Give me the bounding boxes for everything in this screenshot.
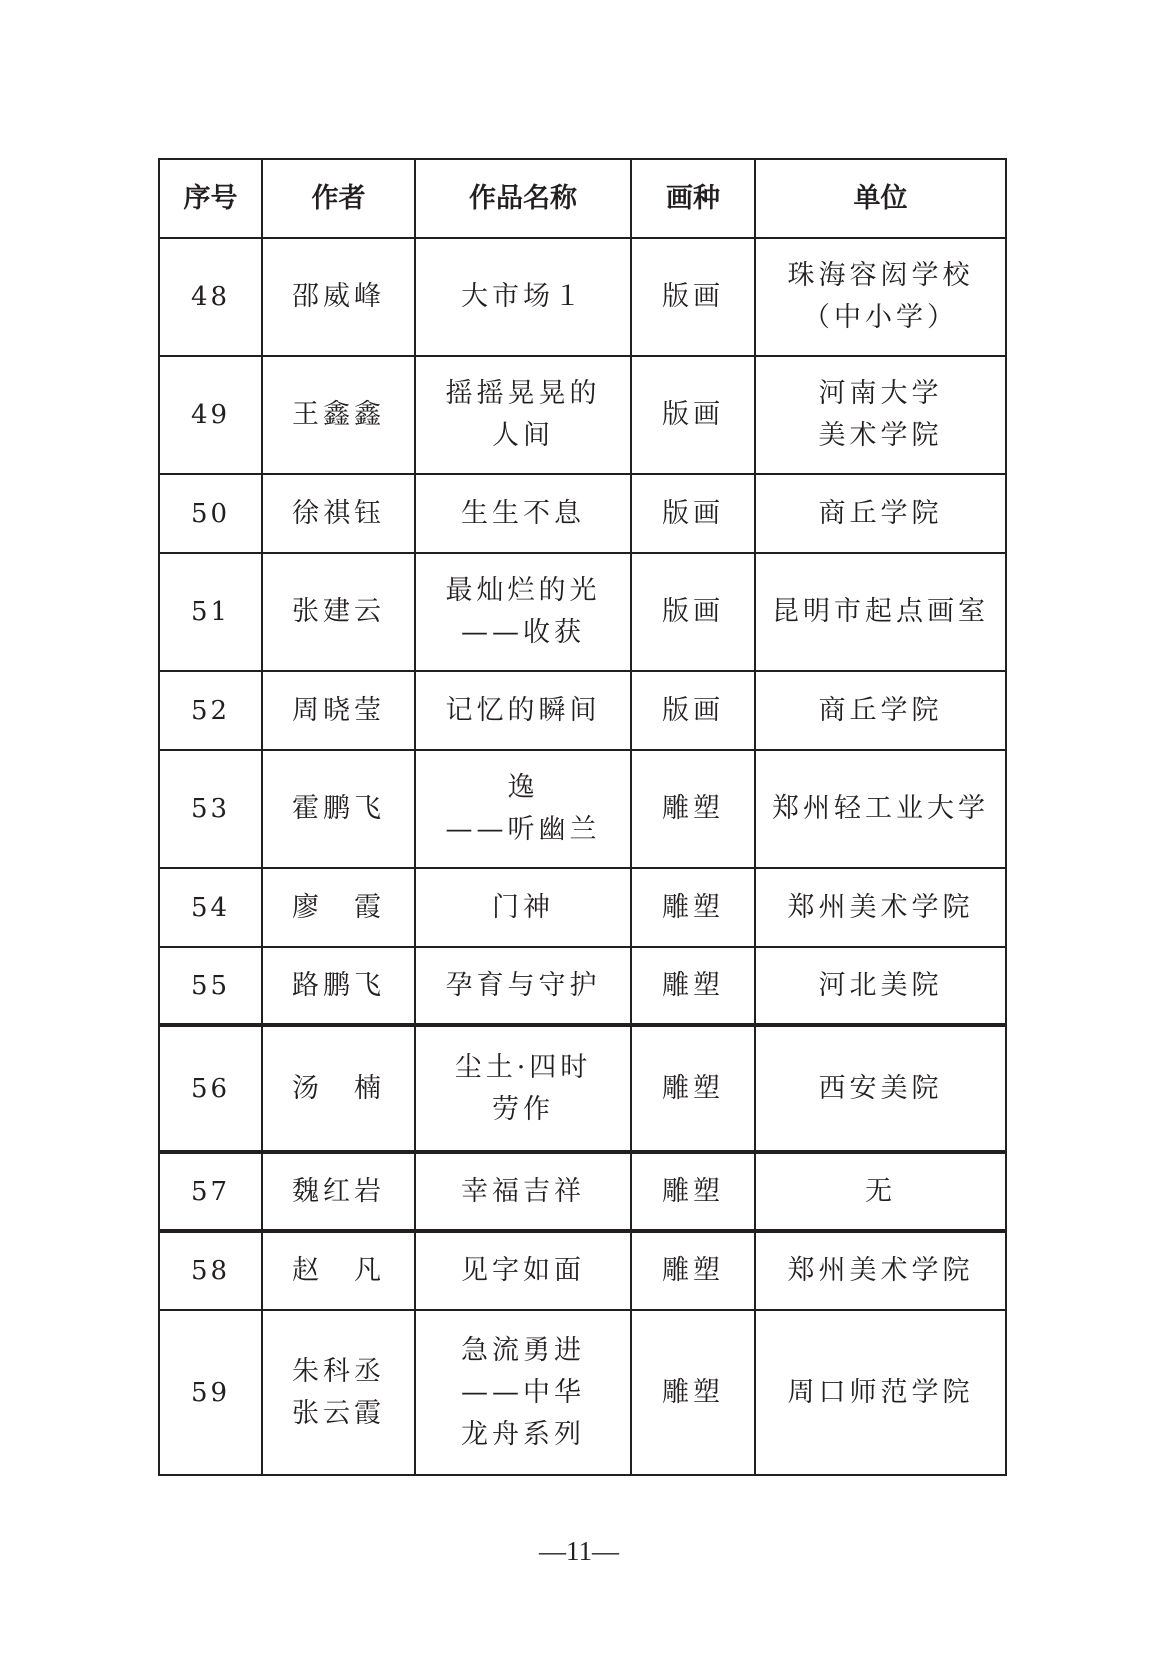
cell-work-title: [415, 750, 631, 868]
cell-unit-line: 周口师范学院: [787, 1376, 974, 1408]
cell-author-line: 汤 楠: [292, 1072, 385, 1104]
cell-work-title: [415, 947, 631, 1025]
cell-art-type: 雕塑: [631, 750, 755, 868]
table-header-row: [159, 159, 1006, 238]
cell-author-line: 廖 霞: [292, 891, 385, 923]
cell-work-title-line: 大市场１: [461, 281, 585, 312]
cell-work-title-line: 急流勇进: [461, 1334, 585, 1366]
cell-serial-number: 53: [159, 750, 262, 868]
cell-serial-number: 55: [159, 947, 262, 1025]
cell-author: [262, 1025, 415, 1152]
table-row: [159, 1025, 1006, 1152]
cell-author: [262, 356, 415, 474]
table-row: [159, 750, 1006, 868]
cell-work-title: [415, 1310, 631, 1475]
cell-work-title: [415, 1152, 631, 1231]
cell-work-title-line: 龙舟系列: [461, 1418, 585, 1450]
cell-unit-line: 河北美院: [818, 969, 943, 1001]
header-unit: 单位: [755, 159, 1006, 238]
cell-unit-line: 河南大学: [818, 378, 943, 409]
page-number: —11—: [539, 1536, 619, 1566]
cell-author-line: 赵 凡: [292, 1255, 385, 1286]
cell-art-type: 版画: [631, 474, 755, 553]
cell-author-line: 路鹏飞: [292, 969, 385, 1001]
cell-author-line: 霍鹏飞: [292, 793, 385, 824]
cell-work-title-line: 幸福吉祥: [461, 1175, 585, 1207]
cell-art-type: 雕塑: [631, 1310, 755, 1475]
cell-work-title-line: 逸: [507, 772, 539, 803]
cell-unit-line: 郑州轻工业大学: [772, 793, 989, 824]
cell-unit-line: 昆明市起点画室: [772, 596, 989, 627]
table-row: [159, 356, 1006, 474]
cell-unit: [755, 868, 1006, 947]
table-row: [159, 553, 1006, 671]
cell-unit: [755, 356, 1006, 474]
cell-author-line: 张建云: [292, 596, 385, 627]
cell-unit: [755, 947, 1006, 1025]
cell-unit-line: 商丘学院: [818, 497, 943, 529]
cell-author-line: 徐祺钰: [292, 497, 385, 529]
cell-author: [262, 750, 415, 868]
header-work-title: 作品名称: [415, 159, 631, 238]
table-row: [159, 474, 1006, 553]
cell-work-title-line: ——收获: [461, 617, 585, 648]
table-row: [159, 1152, 1006, 1231]
cell-author-line: 张云霞: [292, 1397, 385, 1429]
cell-art-type: 版画: [631, 553, 755, 671]
table-row: [159, 1231, 1006, 1310]
cell-unit: [755, 671, 1006, 750]
table-row: [159, 238, 1006, 356]
cell-author-line: 王鑫鑫: [292, 399, 385, 430]
cell-serial-number: 54: [159, 868, 262, 947]
cell-unit: [755, 1231, 1006, 1310]
cell-author: [262, 1152, 415, 1231]
cell-unit-line: 商丘学院: [818, 694, 943, 726]
table-body: [159, 238, 1006, 1475]
cell-unit-line: （中小学）: [803, 302, 958, 333]
cell-author: [262, 474, 415, 553]
cell-author: [262, 553, 415, 671]
cell-author: [262, 1231, 415, 1310]
cell-art-type: 版画: [631, 238, 755, 356]
cell-unit: [755, 750, 1006, 868]
table-row: [159, 868, 1006, 947]
header-author: 作者: [262, 159, 415, 238]
cell-unit-line: 珠海容闳学校: [787, 260, 974, 291]
cell-work-title-line: ——听幽兰: [445, 814, 601, 845]
cell-work-title-line: 孕育与守护: [445, 969, 601, 1001]
cell-art-type: 雕塑: [631, 1152, 755, 1231]
cell-unit-line: 西安美院: [818, 1072, 943, 1104]
cell-serial-number: 58: [159, 1231, 262, 1310]
cell-art-type: 雕塑: [631, 1025, 755, 1152]
table-row: [159, 1310, 1006, 1475]
table-row: [159, 671, 1006, 750]
cell-unit-line: 郑州美术学院: [787, 1255, 974, 1286]
cell-author-line: 邵威峰: [292, 281, 385, 312]
cell-work-title: [415, 553, 631, 671]
cell-work-title-line: 人间: [492, 420, 554, 451]
cell-author: [262, 868, 415, 947]
header-serial-number: 序号: [159, 159, 262, 238]
cell-serial-number: 57: [159, 1152, 262, 1231]
cell-work-title-line: 见字如面: [461, 1255, 585, 1286]
cell-work-title: [415, 1231, 631, 1310]
cell-unit: [755, 1310, 1006, 1475]
cell-serial-number: 49: [159, 356, 262, 474]
cell-unit-line: 无: [865, 1175, 896, 1207]
cell-work-title: [415, 868, 631, 947]
cell-author: [262, 1310, 415, 1475]
cell-author: [262, 671, 415, 750]
cell-art-type: 版画: [631, 671, 755, 750]
cell-serial-number: 50: [159, 474, 262, 553]
cell-work-title-line: 最灿烂的光: [445, 575, 601, 606]
cell-work-title-line: 摇摇晃晃的: [445, 378, 601, 409]
cell-serial-number: 52: [159, 671, 262, 750]
cell-work-title-line: 记忆的瞬间: [445, 694, 601, 726]
table-row: [159, 947, 1006, 1025]
cell-serial-number: 59: [159, 1310, 262, 1475]
cell-art-type: 版画: [631, 356, 755, 474]
cell-work-title: [415, 238, 631, 356]
cell-art-type: 雕塑: [631, 868, 755, 947]
cell-work-title: [415, 1025, 631, 1152]
cell-serial-number: 56: [159, 1025, 262, 1152]
cell-art-type: 雕塑: [631, 947, 755, 1025]
entries-table: [158, 158, 1007, 1476]
cell-work-title-line: 尘土·四时: [454, 1051, 592, 1083]
cell-unit: [755, 1152, 1006, 1231]
cell-author-line: 朱科丞: [292, 1355, 385, 1387]
cell-unit-line: 美术学院: [818, 420, 943, 451]
cell-unit-line: 郑州美术学院: [787, 891, 974, 923]
cell-unit: [755, 474, 1006, 553]
cell-author: [262, 947, 415, 1025]
cell-author-line: 周晓莹: [292, 694, 385, 726]
cell-serial-number: 48: [159, 238, 262, 356]
cell-work-title-line: 门神: [492, 891, 554, 923]
cell-work-title-line: 生生不息: [461, 497, 585, 529]
cell-work-title-line: 劳作: [492, 1093, 554, 1125]
cell-work-title: [415, 356, 631, 474]
header-art-type: 画种: [631, 159, 755, 238]
cell-author: [262, 238, 415, 356]
cell-unit: [755, 553, 1006, 671]
cell-work-title: [415, 474, 631, 553]
cell-work-title-line: ——中华: [461, 1376, 585, 1408]
cell-author-line: 魏红岩: [292, 1175, 385, 1207]
cell-unit: [755, 238, 1006, 356]
cell-art-type: 雕塑: [631, 1231, 755, 1310]
cell-serial-number: 51: [159, 553, 262, 671]
cell-work-title: [415, 671, 631, 750]
cell-unit: [755, 1025, 1006, 1152]
